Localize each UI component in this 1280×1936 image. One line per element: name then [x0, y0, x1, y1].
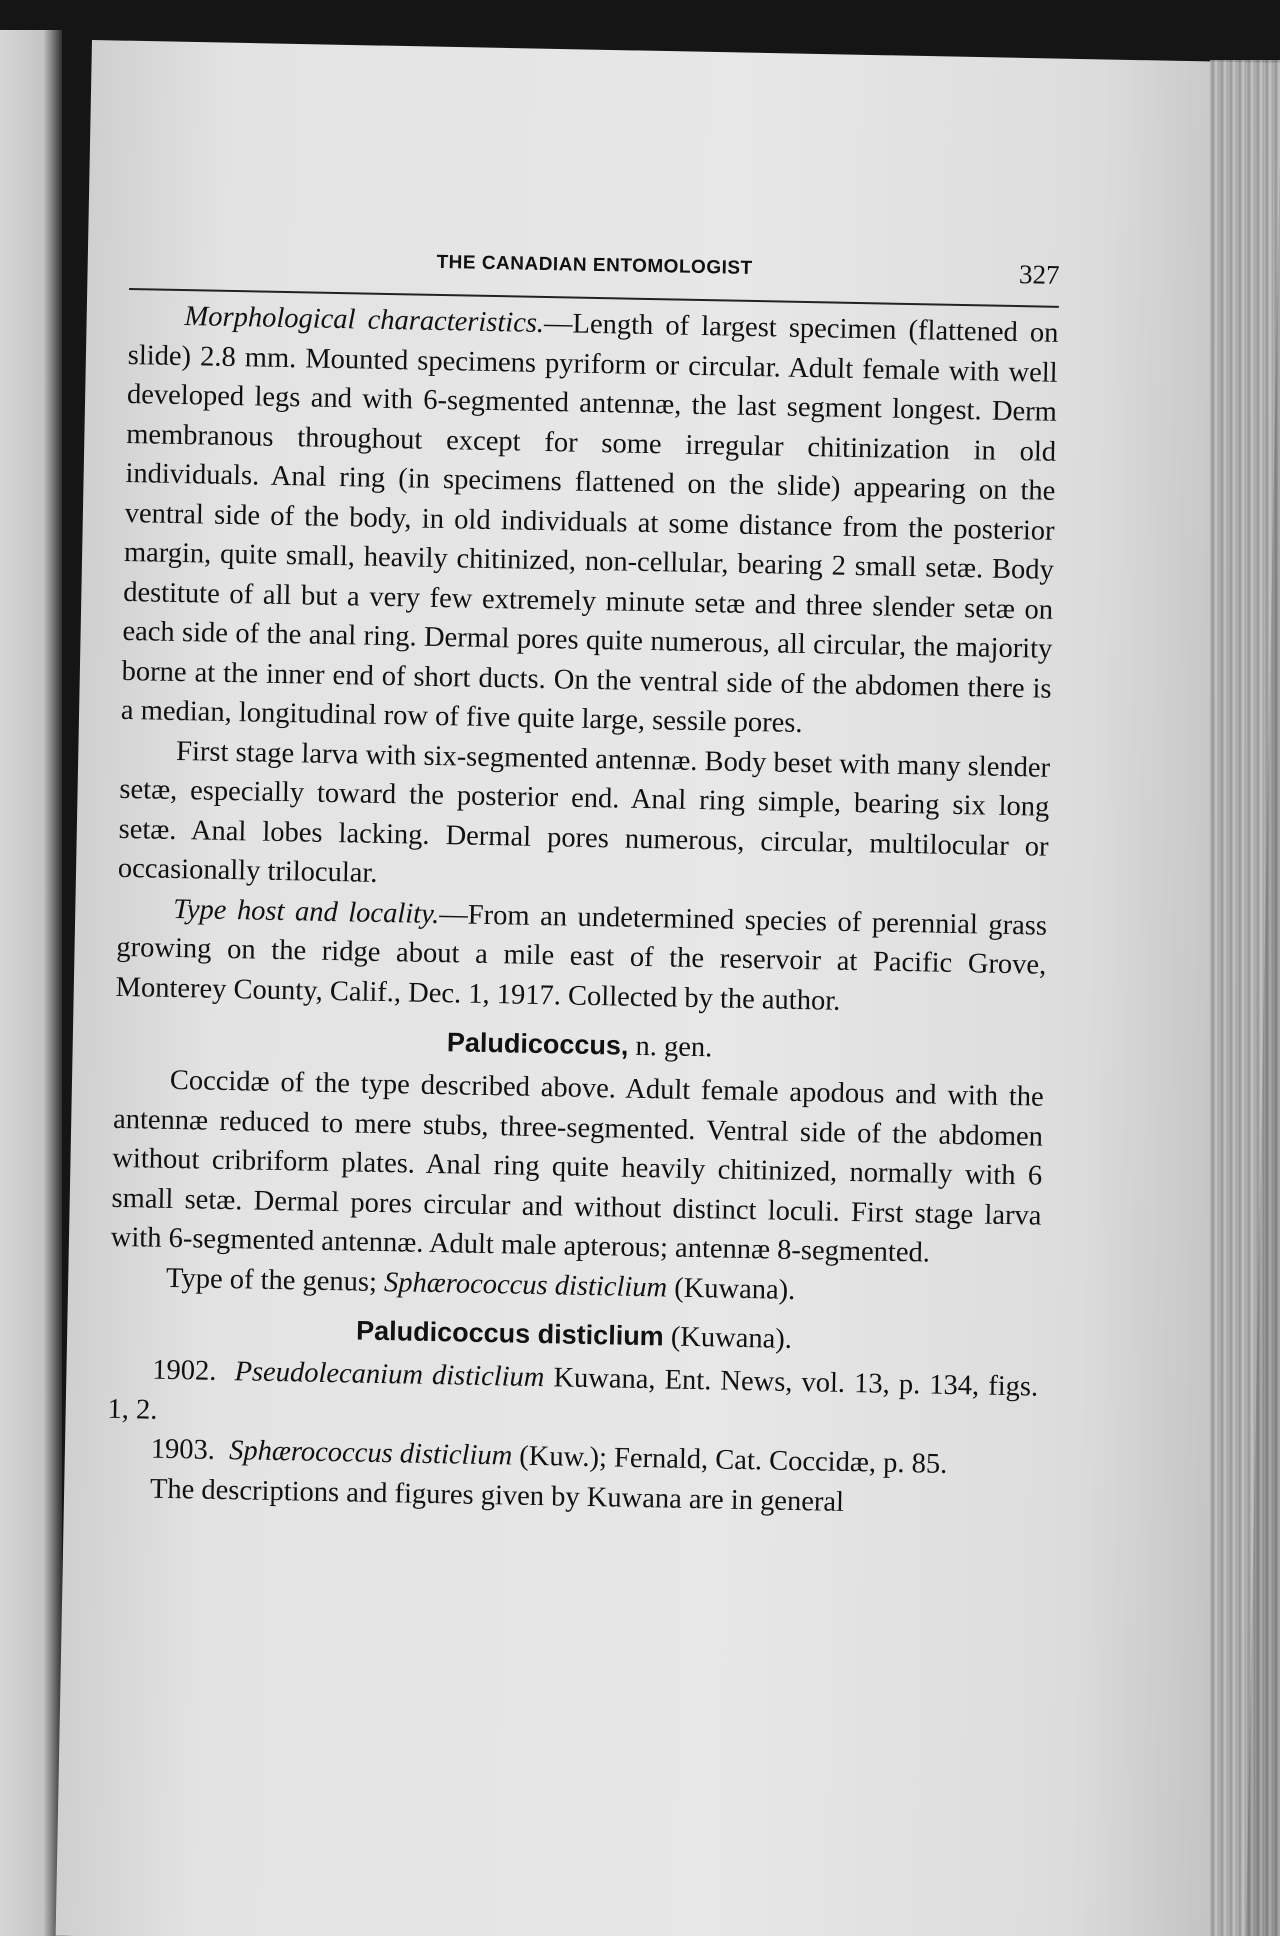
morphology-paragraph	[121, 296, 1059, 748]
reference-year: 1902.	[152, 1354, 217, 1387]
species-author: (Kuwana).	[663, 1321, 793, 1355]
reference-citation: (Kuw.); Fernald, Cat. Coccidæ, p. 85.	[511, 1440, 948, 1480]
page-text	[106, 240, 1060, 1526]
genus-suffix: n. gen.	[628, 1030, 713, 1064]
genus-type-species: Sphærococcus disticlium	[383, 1266, 668, 1304]
morphology-text: —Length of largest specimen (flattened on slide) 2.8 mm. Mounted specimens pyriform or circular. Adult female with well developed legs and with 6-segmented antennæ, the last segment longest. Derm membranous throughout except for some irregular chitinization in old individuals. Anal ring (in specimens flattened on the slide) appearing on the ventral side of the body, in old individuals at some distance from the posterior margin, quite small, heavily chitinized, non-cellular, bearing 2 small setæ. Body destitute of all but a very few extremely minute setæ and three slender setæ on each side of the anal ring. Dermal pores quite numerous, all circular, the majority borne at the inner end of short ducts. On the ventral side of the abdomen there is a median, longitudinal row of five quite large, sessile pores.	[120, 307, 1059, 739]
reference-taxon: Pseudolecanium disticlium	[234, 1356, 545, 1394]
type-host-lead: Type host and locality.	[172, 893, 440, 930]
type-host-text: —From an undetermined species of perennial grass growing on the ridge about a mile east of the reservoir at Pacific Grove, Monterey County, Calif., Dec. 1, 1917. Collected by the author.	[115, 898, 1048, 1017]
genus-type-prefix: Type of the genus;	[165, 1262, 385, 1298]
larva-paragraph: First stage larva with six-segmented antennæ. Body beset with many slender setæ, especially toward the posterior end. Anal ring simple, bearing six long setæ. Anal lobes lacking. Dermal pores numerous, circular, multilocular or occasionally trilocular.	[117, 735, 1051, 889]
facing-page-edge	[0, 30, 62, 1936]
page-stack-edge	[1210, 60, 1280, 1936]
reference-citation: Kuwana, Ent. News, vol. 13, p. 134, figs. 1, 2.	[107, 1362, 1039, 1426]
genus-type-suffix: (Kuwana).	[666, 1272, 796, 1306]
page-number: 327	[1018, 259, 1060, 290]
closing-line: The descriptions and figures given by Kuwana are in general	[149, 1473, 845, 1518]
reference-year: 1903.	[150, 1433, 216, 1466]
species-name: Paludicoccus disticlium	[355, 1315, 665, 1352]
morphology-lead: Morphological characteristics.	[184, 301, 545, 339]
genus-name: Paludicoccus,	[446, 1027, 629, 1061]
genus-description: Coccidæ of the type described above. Adult female apodous and with the antennæ reduced to mere stubs, three-segmented. Ventral side of the abdomen without cribriform plates. Anal ring quite heavily chitinized, normally with 6 small setæ. Dermal pores circular and without distinct loculi. First stage larva with 6-segmented antennæ. Adult male apterous; antennæ 8-segmented.	[110, 1064, 1045, 1269]
type-host-paragraph	[115, 888, 1047, 1024]
running-head: THE CANADIAN ENTOMOLOGIST	[436, 251, 753, 279]
reference-taxon: Sphærococcus disticlium	[228, 1435, 513, 1472]
